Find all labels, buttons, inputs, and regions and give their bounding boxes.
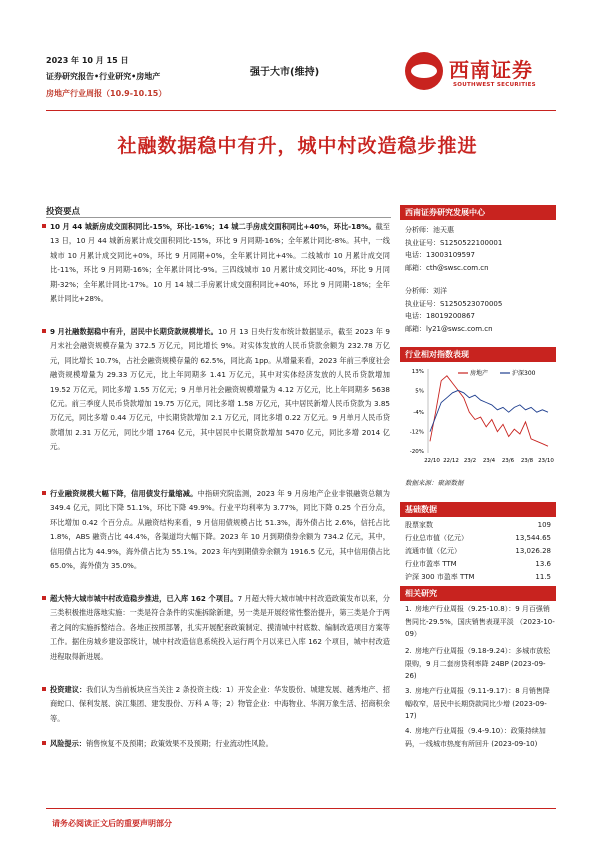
- x-tick-label: 22/12: [443, 458, 459, 464]
- row-value: 13,026.28: [515, 546, 551, 555]
- analyst-phone: 电话：18019200867: [405, 312, 475, 320]
- row-value: 109: [537, 520, 551, 529]
- x-tick-label: 23/8: [520, 458, 534, 464]
- row-label: 股票家数: [405, 520, 433, 529]
- header-divider: [46, 110, 556, 111]
- x-tick-label: 22/10: [424, 458, 440, 464]
- legend-real-estate: 房地产: [470, 370, 489, 377]
- related-item-text: 房地产行业周报（9.4-9.10）：政策持续加码，一线城市热度有所回升 (2023-09-10): [405, 727, 546, 748]
- row-label: 行业总市值（亿元）: [405, 533, 468, 542]
- logo-name-en: SOUTHWEST SECURITIES: [453, 82, 536, 88]
- row-label: 行业市盈率 TTM: [405, 559, 457, 568]
- related-item[interactable]: 4. 房地产行业周报（9.4-9.10）：政策持续加码，一线城市热度有所回升 (2023-09-10): [405, 727, 546, 748]
- logo-mark-icon: [405, 52, 443, 90]
- research-center-heading: 西南证券研究发展中心: [400, 205, 556, 220]
- table-row: [403, 531, 553, 544]
- weekly-title: 房地产行业周报（10.9-10.15）: [46, 89, 167, 98]
- key-points-heading: 投资要点: [46, 207, 81, 217]
- paragraph-bold: 风险提示：: [50, 739, 86, 748]
- bullet-icon: [42, 596, 46, 600]
- relative-index-chart: [400, 365, 556, 465]
- related-item[interactable]: 2. 房地产行业周报（9.18-9.24）：多城市放松限购，9 月二套房贷利率降 24BP (2023-09-26): [405, 647, 551, 680]
- footer-divider: [46, 808, 556, 809]
- row-label: 流通市值（亿元）: [405, 546, 461, 555]
- paragraph-urban-village: [50, 592, 390, 664]
- analyst-email[interactable]: 邮箱：ly21@swsc.com.cn: [405, 324, 493, 333]
- bullet-icon: [42, 741, 46, 745]
- paragraph-financing: [50, 487, 390, 573]
- analyst-name: 分析师：池天惠: [405, 226, 454, 234]
- x-tick-label: 23/4: [482, 458, 496, 464]
- paragraph-bold: 9 月社融数据稳中有升，居民中长期贷款规模增长。: [50, 327, 218, 336]
- series-line-csi300: [430, 390, 548, 431]
- paragraph-bold: 10 月 44 城新房成交面积同比-15%，环比-16%；14 城二手房成交面积同比+40%，环比-18%。: [50, 222, 376, 231]
- paragraph-text: 10 月 13 日央行发布统计数据显示，截至 2023 年 9 月末社会融资规模存量为 372.5 万亿元，同比增长 9%。对实体发放的人民币贷款余额为 232.78 万亿元，同比增长 10.7%，占社会融资规模存量的 62.5%，同比高 1pp。从增量来看，2023 年前三季度社会融资规模增量为 29.33 万亿元，比上年同期多 1.41 万亿元，其中对实体经济发放的人民币贷款增加 19.52 万亿元，同比多增 1.55 万亿元；9 月单月社会融资规模增量为 4.12 万亿元，比上年同期多 5638 亿元。前三季度人民币贷款增加 19.75 万亿元，同比多增 1.58 万亿元，其中居民新增人民币贷款为 3.85 万亿元，同比多增 0.44 万亿元，中长期贷款增加 2.1 万亿元，同比多增 0.22 万亿元。9 月单月人民币贷款增加 2.31 万亿元，同比少增 1764 亿元，其中居民中长期贷款增加 5470 亿元，同比多增 2014 亿元。: [50, 327, 390, 452]
- related-item[interactable]: 1. 房地产行业周报（9.25-10.8）：9 月百强销售同比-29.5%，国庆销售表现平淡 （2023-10-09）: [405, 605, 555, 638]
- basic-data-table: [403, 518, 553, 583]
- industry-rating: 强于大市(维持): [250, 67, 320, 78]
- y-tick-label: 5%: [415, 388, 424, 395]
- legend-csi300: 沪深300: [512, 370, 536, 377]
- report-date: 2023 年 10 月 15 日: [46, 56, 129, 65]
- bullet-icon: [42, 329, 46, 333]
- x-tick-label: 23/6: [501, 458, 515, 464]
- chart-source: 数据来源：聚源数据: [405, 479, 464, 487]
- related-item[interactable]: 3. 房地产行业周报（9.11-9.17）：8 月销售降幅收窄，居民中长期贷款同比少增 (2023-09-17): [405, 687, 550, 720]
- report-type: 证券研究报告•行业研究•房地产: [46, 72, 161, 81]
- analyst-2: [405, 285, 502, 335]
- paragraph-bold: 超大特大城市城中村改造稳步推进，已入库 162 个项目。: [50, 594, 238, 603]
- page-title: 社融数据稳中有升，城中村改造稳步推进: [117, 135, 478, 157]
- related-item-text: 房地产行业周报（9.25-10.8）：9 月百强销售同比-29.5%，国庆销售表现平淡 （2023-10-09）: [405, 605, 555, 638]
- logo-name-cn: 西南证券: [449, 58, 533, 82]
- disclaimer-note: 请务必阅读正文后的重要声明部分: [52, 819, 172, 828]
- x-tick-label: 23/10: [538, 458, 554, 464]
- analyst-phone: 电话：13003109597: [405, 251, 475, 259]
- key-points-divider: [46, 217, 391, 218]
- row-value: 13.6: [535, 559, 551, 568]
- bullet-icon: [42, 687, 46, 691]
- bullet-icon: [42, 491, 46, 495]
- x-tick-label: 23/2: [463, 458, 477, 464]
- paragraph-sales: [50, 220, 390, 306]
- chart-heading: 行业相对指数表现: [400, 347, 556, 362]
- table-row: [403, 518, 553, 531]
- y-tick-label: -4%: [413, 410, 424, 417]
- paragraph-text: 销售恢复不及预期；政策效果不及预期；行业流动性风险。: [85, 739, 273, 748]
- paragraph-text: 我们认为当前板块应当关注 2 条投资主线：1）开发企业：华发股份、城建发展、越秀地产、招商蛇口、保利发展、滨江集团、建发股份、万科 A 等；2）物管企业：中海物业、华润万象生活、招商积余等。: [50, 685, 390, 723]
- related-item-text: 房地产行业周报（9.11-9.17）：8 月销售降幅收窄，居民中长期贷款同比少增 (2023-09-17): [405, 687, 550, 720]
- paragraph-investment-advice: [50, 683, 390, 726]
- related-item-text: 房地产行业周报（9.18-9.24）：多城市放松限购，9 月二套房贷利率降 24BP (2023-09-26): [405, 647, 551, 680]
- company-logo: [405, 52, 555, 96]
- y-tick-label: -12%: [409, 429, 424, 436]
- analyst-cert: 执业证号：S1250523070005: [405, 299, 503, 308]
- paragraph-text: 截至 13 日，10 月 44 城新房累计成交面积同比-15%，环比 9 月同期-16%；全年累计同比-8%。其中，一线城市 10 月累计成交同比+0%，环比 9 月同期+0%，全年累计同比+4%。二线城市 10 月累计成交同比-11%，环比 9 月同期-16%；全年累计同比-9%。三四线城市 10 月累计成交同比-40%，环比 9 月同期-32%；全年累计同比-17%。10 月 14 城二手房累计成交面积同比+40%，环比 9 月同期-18%；全年累计同比+28%。: [50, 222, 390, 304]
- paragraph-bold: 行业融资规模大幅下降，信用债发行量缩减。: [50, 489, 198, 498]
- table-row: [403, 557, 553, 570]
- paragraph-bold: 投资建议：: [50, 685, 87, 694]
- paragraph-text: 7 月超大特大城市城中村改造政策发布以来，分三类积极推进落地实施：一类是符合条件的实施拆除新建，另一类是开展经常性整治提升，第三类是介于两者之间的实施拆整结合。各地正按照部署，扎实开展配套政策制定、摸清城中村底数、编制改造项目方案等工作。据住房城乡建设部统计，城中村改造信息系统投入运行两个月以来已入库 162 个项目，城中村改造进程取得新进展。: [50, 594, 390, 661]
- series-line-real-estate: [430, 376, 548, 446]
- row-value: 11.5: [535, 572, 551, 581]
- analyst-1: [405, 224, 502, 274]
- table-row: [403, 570, 553, 583]
- table-row: [403, 544, 553, 557]
- y-tick-label: -20%: [409, 449, 424, 455]
- row-label: 沪深 300 市盈率 TTM: [405, 572, 475, 581]
- analyst-name: 分析师：刘洋: [405, 287, 447, 295]
- paragraph-text: 中指研究院监测，2023 年 9 月房地产企业非银融资总额为 349.4 亿元，同比下降 51.1%，环比下降 49.9%。行业平均利率为 3.77%，同比下降 0.25 个百分点，环比增加 0.42 个百分点。从融资结构来看，9 月信用债规模占比 51.3%，海外债占比 2.6%，信托占比 1.8%，ABS 融资占比 44.4%，各渠道均大幅下降。2023 年 10 月到期债券余额为 734.2 亿元，其中，信用债占比为 44.9%，海外债占比为 55.1%。2023 年内到期债券余额为 1916.5 亿元，其中信用债占比 65.0%，海外债为 35.0%。: [50, 489, 390, 571]
- paragraph-risk: [50, 737, 390, 751]
- y-tick-label: 13%: [411, 369, 424, 375]
- basic-data-heading: 基础数据: [400, 502, 556, 517]
- paragraph-social-financing: [50, 325, 390, 455]
- analyst-email[interactable]: 邮箱：cth@swsc.com.cn: [405, 263, 489, 272]
- bullet-icon: [42, 224, 46, 228]
- row-value: 13,544.65: [515, 533, 551, 542]
- analyst-cert: 执业证号：S1250522100001: [405, 238, 503, 247]
- related-research-heading: 相关研究: [400, 586, 556, 601]
